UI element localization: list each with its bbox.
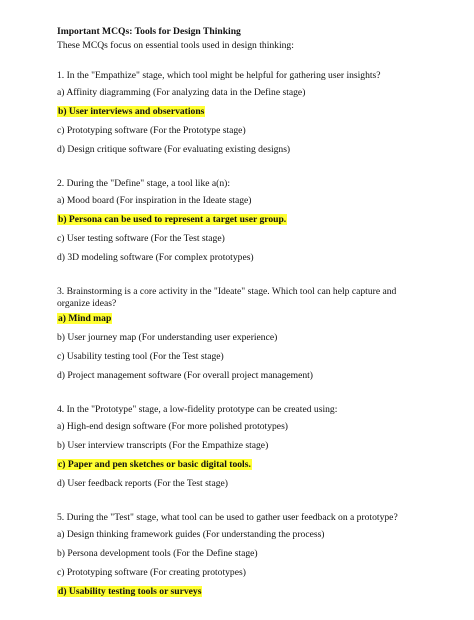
question-text: 5. During the "Test" stage, what tool can be used to gather user feedback on a prototype? bbox=[57, 512, 398, 523]
option-b: b) Persona can be used to represent a target user group. bbox=[58, 214, 287, 225]
question-text: 1. In the "Empathize" stage, which tool might be helpful for gathering user insights? bbox=[57, 70, 381, 81]
option-c: c) Prototyping software (For the Prototype stage) bbox=[57, 125, 246, 136]
option-c: c) Usability testing tool (For the Test stage) bbox=[57, 351, 224, 362]
option-d: d) 3D modeling software (For complex prototypes) bbox=[57, 252, 254, 263]
question-4 bbox=[57, 404, 427, 496]
option-d: d) Design critique software (For evaluating existing designs) bbox=[57, 144, 291, 155]
option-a: a) Design thinking framework guides (For understanding the process) bbox=[57, 529, 325, 540]
question-1 bbox=[57, 70, 427, 162]
option-b: b) Persona development tools (For the Define stage) bbox=[57, 548, 258, 559]
document-intro: These MCQs focus on essential tools used in design thinking: bbox=[57, 40, 294, 51]
question-2 bbox=[57, 178, 427, 270]
question-text: 2. During the "Define" stage, a tool like a(n): bbox=[57, 178, 231, 189]
option-d: d) Project management software (For overall project management) bbox=[57, 370, 314, 381]
option-c: c) Paper and pen sketches or basic digital tools. bbox=[58, 459, 251, 470]
option-b: b) User journey map (For understanding user experience) bbox=[57, 332, 278, 343]
option-b: b) User interviews and observations bbox=[58, 106, 205, 117]
option-d: d) User feedback reports (For the Test stage) bbox=[57, 478, 228, 489]
option-a: a) Affinity diagramming (For analyzing data in the Define stage) bbox=[57, 87, 306, 98]
option-b: b) User interview transcripts (For the Empathize stage) bbox=[57, 440, 269, 451]
option-a: a) Mind map bbox=[58, 313, 112, 324]
question-3 bbox=[57, 286, 427, 388]
question-text: 4. In the "Prototype" stage, a low-fidelity prototype can be created using: bbox=[57, 404, 338, 415]
document-title: Important MCQs: Tools for Design Thinking bbox=[57, 26, 241, 37]
question-5 bbox=[57, 512, 427, 604]
option-d: d) Usability testing tools or surveys bbox=[58, 586, 202, 597]
document-page bbox=[57, 26, 427, 620]
option-c: c) Prototyping software (For creating prototypes) bbox=[57, 567, 246, 578]
option-a: a) High-end design software (For more polished prototypes) bbox=[57, 421, 288, 432]
option-a: a) Mood board (For inspiration in the Ideate stage) bbox=[57, 195, 252, 206]
option-c: c) User testing software (For the Test stage) bbox=[57, 233, 225, 244]
question-text: 3. Brainstorming is a core activity in the "Ideate" stage. Which tool can help capture and organize ideas? bbox=[57, 286, 397, 309]
